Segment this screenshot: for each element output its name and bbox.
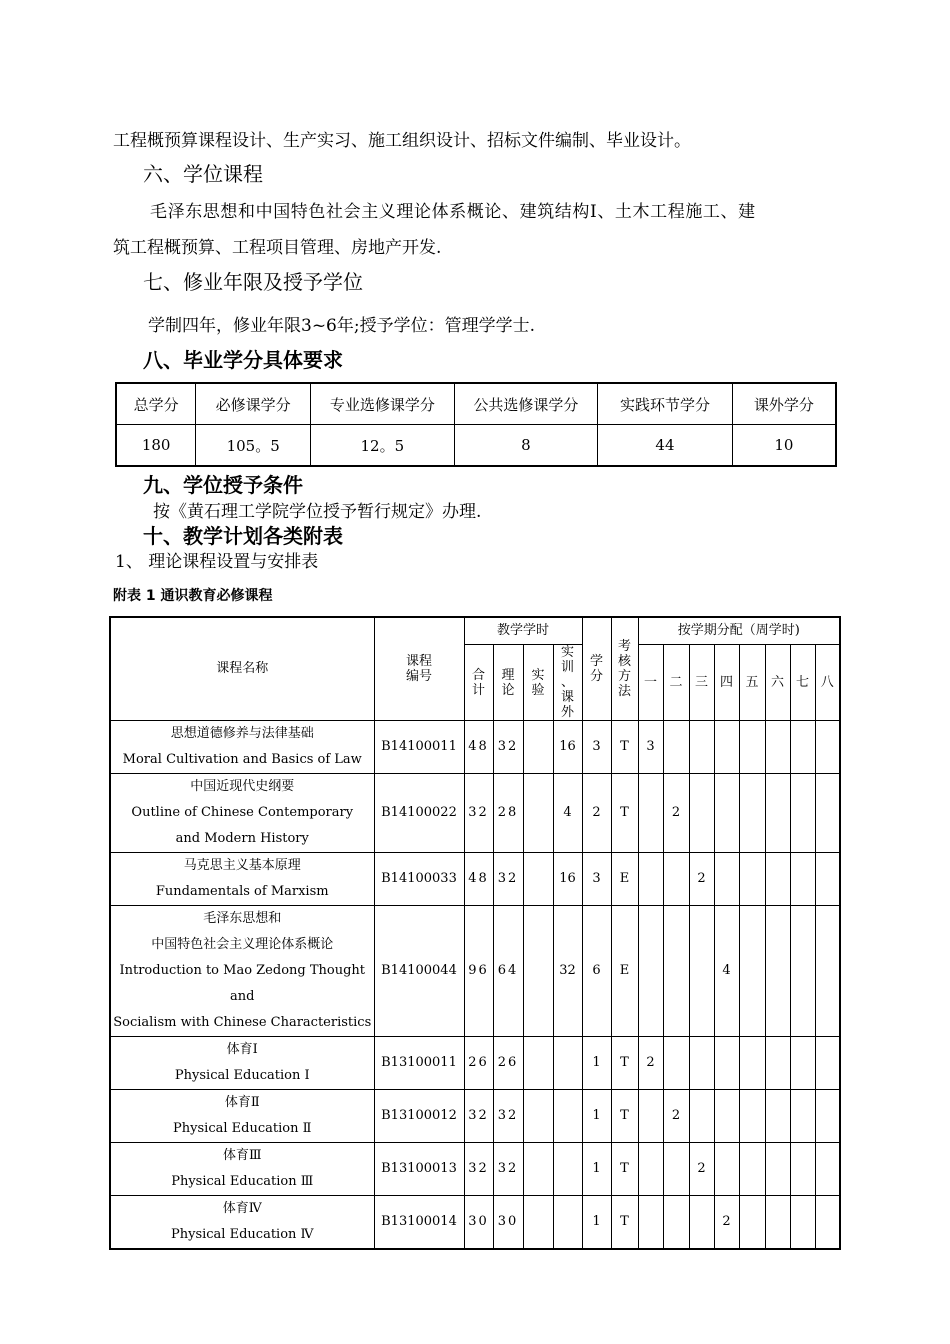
lab-hours-cell xyxy=(523,1037,553,1090)
semester-hours-cell: 4 xyxy=(714,906,739,1037)
total-hours-cell: 32 xyxy=(464,1143,493,1196)
header-practice-hours xyxy=(553,645,582,721)
credit-cell: 2 xyxy=(582,774,611,853)
header-semester-distribution: 按学期分配（周学时) xyxy=(638,617,840,645)
course-name-line: Outline of Chinese Contemporary xyxy=(131,805,354,820)
course-row xyxy=(110,853,840,906)
course-name-line: 毛泽东思想和 xyxy=(203,911,282,926)
course-code-cell: B13100014 xyxy=(374,1196,464,1250)
semester-hours-cell xyxy=(765,1143,790,1196)
course-code-cell: B13100013 xyxy=(374,1143,464,1196)
total-hours-cell: 96 xyxy=(464,906,493,1037)
semester-hours-cell xyxy=(689,1090,714,1143)
course-name-cell xyxy=(110,721,374,774)
course-name-line: 体育Ⅲ xyxy=(222,1148,262,1163)
header-theory-char: 理 xyxy=(501,667,515,683)
course-header-row-1 xyxy=(110,617,840,645)
credit-value-cell: 180 xyxy=(116,425,196,467)
semester-hours-cell xyxy=(638,1143,663,1196)
semester-hours-cell xyxy=(815,906,840,1037)
header-exam-char: 法 xyxy=(617,684,631,699)
total-hours-cell: 48 xyxy=(464,853,493,906)
credit-value-cell: 8 xyxy=(454,425,598,467)
lab-hours-cell xyxy=(523,853,553,906)
course-row xyxy=(110,721,840,774)
course-row xyxy=(110,1090,840,1143)
semester-hours-cell xyxy=(815,721,840,774)
semester-hours-cell xyxy=(739,774,765,853)
course-name-line: 中国近现代史纲要 xyxy=(190,779,295,794)
exam-method-cell: T xyxy=(611,1037,638,1090)
lab-hours-cell xyxy=(523,1090,553,1143)
semester-hours-cell xyxy=(815,1037,840,1090)
course-name-line: 体育Ⅱ xyxy=(224,1095,260,1110)
theory-hours-cell: 28 xyxy=(493,774,523,853)
table-caption: 附表 1 通识教育必修课程 xyxy=(113,588,273,604)
course-name-line: 思想道德修养与法律基础 xyxy=(170,726,314,741)
semester-hours-cell xyxy=(790,774,815,853)
course-rows xyxy=(110,721,840,1250)
exam-method-cell: T xyxy=(611,774,638,853)
semester-hours-cell: 2 xyxy=(663,774,689,853)
course-name-cell xyxy=(110,906,374,1037)
credit-cell: 1 xyxy=(582,1196,611,1250)
header-theory-char: 论 xyxy=(501,682,515,698)
section-heading-degree-courses: 六、学位课程 xyxy=(143,162,263,186)
theory-hours-cell: 32 xyxy=(493,721,523,774)
lab-hours-cell xyxy=(523,1143,553,1196)
header-exam-char: 方 xyxy=(617,669,631,684)
practice-hours-cell: 4 xyxy=(553,774,582,853)
header-exam-char: 核 xyxy=(617,654,631,669)
semester-hours-cell xyxy=(790,1037,815,1090)
semester-hours-cell xyxy=(638,1196,663,1250)
paragraph-degree-conditions: 按《黄石理工学院学位授予暂行规定》办理. xyxy=(153,502,482,522)
course-name-cell xyxy=(110,774,374,853)
course-name-cell xyxy=(110,1196,374,1250)
header-practice-char: 外 xyxy=(560,705,574,720)
semester-hours-cell xyxy=(739,721,765,774)
exam-method-cell: T xyxy=(611,1196,638,1250)
practice-hours-cell: 32 xyxy=(553,906,582,1037)
header-semester-5: 五 xyxy=(739,645,765,721)
semester-hours-cell xyxy=(663,1196,689,1250)
semester-hours-cell xyxy=(739,853,765,906)
header-lab-char: 实 xyxy=(531,667,545,683)
practice-hours-cell xyxy=(553,1196,582,1250)
course-code-cell: B14100022 xyxy=(374,774,464,853)
exam-method-cell: T xyxy=(611,1090,638,1143)
header-course-code xyxy=(374,617,464,721)
header-credit-char: 学 xyxy=(589,654,603,669)
semester-hours-cell: 2 xyxy=(689,1143,714,1196)
semester-hours-cell xyxy=(689,1037,714,1090)
credit-cell: 3 xyxy=(582,721,611,774)
exam-method-cell: E xyxy=(611,906,638,1037)
semester-hours-cell: 2 xyxy=(663,1090,689,1143)
header-semester-8: 八 xyxy=(815,645,840,721)
header-total-char: 合 xyxy=(471,667,485,683)
course-name-line: Fundamentals of Marxism xyxy=(155,884,329,899)
header-total-char: 计 xyxy=(471,682,485,698)
paragraph-study-years: 学制四年，修业年限3~6年;授予学位：管理学学士. xyxy=(148,316,536,336)
course-code-cell: B14100044 xyxy=(374,906,464,1037)
general-education-course-table xyxy=(109,616,841,1250)
header-semester-1: 一 xyxy=(638,645,663,721)
semester-hours-cell xyxy=(739,906,765,1037)
section-heading-degree-conditions: 九、学位授予条件 xyxy=(143,473,303,497)
lab-hours-cell xyxy=(523,774,553,853)
semester-hours-cell xyxy=(714,774,739,853)
semester-hours-cell xyxy=(739,1090,765,1143)
course-code-cell: B14100033 xyxy=(374,853,464,906)
paragraph-practice-items: 工程概预算课程设计、生产实习、施工组织设计、招标文件编制、毕业设计。 xyxy=(113,131,691,151)
header-total-hours xyxy=(464,645,493,721)
course-name-line: Physical Education Ⅰ xyxy=(174,1068,310,1083)
semester-hours-cell xyxy=(739,1143,765,1196)
semester-hours-cell xyxy=(663,721,689,774)
semester-hours-cell xyxy=(790,906,815,1037)
header-practice-char: 课 xyxy=(560,690,574,705)
semester-hours-cell xyxy=(765,721,790,774)
course-name-cell xyxy=(110,1037,374,1090)
credit-header-cell: 实践环节学分 xyxy=(598,383,733,425)
course-name-line: 体育Ⅰ xyxy=(226,1042,258,1057)
semester-hours-cell: 2 xyxy=(638,1037,663,1090)
semester-hours-cell xyxy=(714,1143,739,1196)
total-hours-cell: 48 xyxy=(464,721,493,774)
credit-header-row xyxy=(116,383,836,425)
course-name-line: Moral Cultivation and Basics of Law xyxy=(122,752,362,767)
credit-requirements-table xyxy=(115,382,837,467)
header-exam-method xyxy=(611,617,638,721)
semester-hours-cell xyxy=(739,1037,765,1090)
course-row xyxy=(110,774,840,853)
practice-hours-cell xyxy=(553,1037,582,1090)
section-heading-appendix-tables: 十、教学计划各类附表 xyxy=(143,524,343,548)
semester-hours-cell xyxy=(714,853,739,906)
header-practice-char: 训 xyxy=(560,660,574,675)
total-hours-cell: 32 xyxy=(464,774,493,853)
practice-hours-cell xyxy=(553,1090,582,1143)
credit-value-row xyxy=(116,425,836,467)
credit-header-cell: 专业选修课学分 xyxy=(311,383,455,425)
semester-hours-cell xyxy=(638,1090,663,1143)
header-practice-char: 、 xyxy=(560,675,574,690)
section-heading-credit-requirements: 八、毕业学分具体要求 xyxy=(143,348,343,372)
course-code-cell: B14100011 xyxy=(374,721,464,774)
exam-method-cell: E xyxy=(611,853,638,906)
exam-method-cell: T xyxy=(611,1143,638,1196)
paragraph-degree-courses-line1: 毛泽东思想和中国特色社会主义理论体系概论、建筑结构Ⅰ、土木工程施工、建 xyxy=(150,202,756,222)
section-heading-study-years: 七、修业年限及授予学位 xyxy=(143,270,363,294)
semester-hours-cell xyxy=(765,1090,790,1143)
practice-hours-cell xyxy=(553,1143,582,1196)
course-code-cell: B13100012 xyxy=(374,1090,464,1143)
semester-hours-cell: 2 xyxy=(689,853,714,906)
header-credit xyxy=(582,617,611,721)
paragraph-degree-courses-line2: 筑工程概预算、工程项目管理、房地产开发. xyxy=(113,238,442,258)
course-code-cell: B13100011 xyxy=(374,1037,464,1090)
semester-hours-cell xyxy=(815,1143,840,1196)
header-teaching-hours: 教学学时 xyxy=(464,617,582,645)
total-hours-cell: 32 xyxy=(464,1090,493,1143)
lab-hours-cell xyxy=(523,1196,553,1250)
semester-hours-cell xyxy=(765,774,790,853)
header-semester-3: 三 xyxy=(689,645,714,721)
semester-hours-cell xyxy=(815,1196,840,1250)
course-name-line: Introduction to Mao Zedong Thought and xyxy=(119,963,366,1004)
header-semester-4: 四 xyxy=(714,645,739,721)
course-name-cell xyxy=(110,1090,374,1143)
credit-cell: 6 xyxy=(582,906,611,1037)
semester-hours-cell xyxy=(663,1037,689,1090)
semester-hours-cell xyxy=(714,1090,739,1143)
course-name-line: Socialism with Chinese Characteristics xyxy=(113,1015,372,1030)
course-name-line: Physical Education Ⅲ xyxy=(171,1174,314,1189)
practice-hours-cell: 16 xyxy=(553,721,582,774)
paragraph-theory-course-table-title: 1、 理论课程设置与安排表 xyxy=(115,552,319,572)
semester-hours-cell xyxy=(765,906,790,1037)
header-theory-hours xyxy=(493,645,523,721)
theory-hours-cell: 32 xyxy=(493,1143,523,1196)
semester-hours-cell: 2 xyxy=(714,1196,739,1250)
semester-hours-cell xyxy=(790,1090,815,1143)
semester-hours-cell xyxy=(689,906,714,1037)
credit-value-cell: 12。5 xyxy=(311,425,455,467)
semester-hours-cell xyxy=(714,1037,739,1090)
semester-hours-cell xyxy=(638,906,663,1037)
semester-hours-cell xyxy=(790,1143,815,1196)
semester-hours-cell xyxy=(815,1090,840,1143)
exam-method-cell: T xyxy=(611,721,638,774)
credit-value-cell: 44 xyxy=(598,425,733,467)
theory-hours-cell: 26 xyxy=(493,1037,523,1090)
credit-header-cell: 必修课学分 xyxy=(196,383,311,425)
credit-header-cell: 总学分 xyxy=(116,383,196,425)
course-row xyxy=(110,1143,840,1196)
semester-hours-cell xyxy=(638,853,663,906)
semester-hours-cell: 3 xyxy=(638,721,663,774)
course-name-line: and Modern History xyxy=(175,831,309,846)
total-hours-cell: 26 xyxy=(464,1037,493,1090)
total-hours-cell: 30 xyxy=(464,1196,493,1250)
header-semester-2: 二 xyxy=(663,645,689,721)
semester-hours-cell xyxy=(765,1196,790,1250)
theory-hours-cell: 32 xyxy=(493,1090,523,1143)
semester-hours-cell xyxy=(815,774,840,853)
theory-hours-cell: 32 xyxy=(493,853,523,906)
credit-cell: 1 xyxy=(582,1143,611,1196)
lab-hours-cell xyxy=(523,721,553,774)
theory-hours-cell: 30 xyxy=(493,1196,523,1250)
course-name-line: 体育Ⅳ xyxy=(222,1201,262,1216)
credit-cell: 1 xyxy=(582,1037,611,1090)
credit-cell: 3 xyxy=(582,853,611,906)
header-semester-7: 七 xyxy=(790,645,815,721)
header-exam-char: 考 xyxy=(617,639,631,654)
credit-header-cell: 公共选修课学分 xyxy=(454,383,598,425)
semester-hours-cell xyxy=(663,1143,689,1196)
semester-hours-cell xyxy=(663,853,689,906)
header-practice-char: 实 xyxy=(560,645,574,660)
credit-header-cell: 课外学分 xyxy=(732,383,836,425)
practice-hours-cell: 16 xyxy=(553,853,582,906)
semester-hours-cell xyxy=(638,774,663,853)
header-credit-char: 分 xyxy=(589,669,603,684)
semester-hours-cell xyxy=(689,774,714,853)
theory-hours-cell: 64 xyxy=(493,906,523,1037)
credit-cell: 1 xyxy=(582,1090,611,1143)
semester-hours-cell xyxy=(714,721,739,774)
semester-hours-cell xyxy=(790,721,815,774)
header-lab-hours xyxy=(523,645,553,721)
header-lab-char: 验 xyxy=(531,682,545,698)
course-name-line: 马克思主义基本原理 xyxy=(183,858,301,873)
course-name-cell xyxy=(110,853,374,906)
semester-hours-cell xyxy=(689,1196,714,1250)
course-name-line: 中国特色社会主义理论体系概论 xyxy=(151,937,334,952)
course-name-line: Physical Education Ⅳ xyxy=(170,1227,314,1242)
semester-hours-cell xyxy=(790,1196,815,1250)
semester-hours-cell xyxy=(739,1196,765,1250)
semester-hours-cell xyxy=(765,1037,790,1090)
course-row xyxy=(110,1037,840,1090)
semester-hours-cell xyxy=(663,906,689,1037)
credit-value-cell: 10 xyxy=(732,425,836,467)
credit-value-cell: 105。5 xyxy=(196,425,311,467)
course-row xyxy=(110,1196,840,1250)
semester-hours-cell xyxy=(765,853,790,906)
header-course-code-line2: 编号 xyxy=(405,669,432,684)
header-course-code-line1: 课程 xyxy=(405,654,432,669)
course-name-line: Physical Education Ⅱ xyxy=(173,1121,312,1136)
course-name-cell xyxy=(110,1143,374,1196)
header-semester-6: 六 xyxy=(765,645,790,721)
semester-hours-cell xyxy=(815,853,840,906)
semester-hours-cell xyxy=(689,721,714,774)
course-row xyxy=(110,906,840,1037)
lab-hours-cell xyxy=(523,906,553,1037)
semester-hours-cell xyxy=(790,853,815,906)
header-course-name: 课程名称 xyxy=(110,617,374,721)
